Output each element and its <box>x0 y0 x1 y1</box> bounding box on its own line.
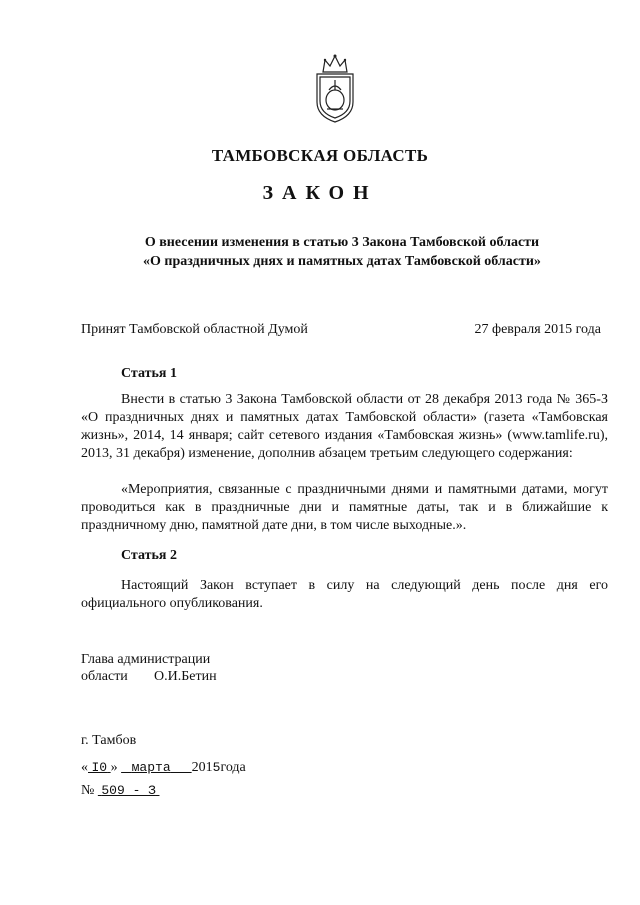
article-1-heading: Статья 1 <box>121 366 177 381</box>
signing-date <box>81 760 246 776</box>
article-2-heading: Статья 2 <box>121 548 177 563</box>
signature-block <box>81 651 217 685</box>
day-value: I0 <box>91 760 108 775</box>
law-number <box>81 783 159 799</box>
month-value: марта <box>131 760 171 775</box>
adoption-row <box>81 322 601 338</box>
region-title: ТАМБОВСКАЯ ОБЛАСТЬ <box>211 146 429 165</box>
year-suffix: года <box>220 760 246 775</box>
law-title <box>0 233 640 271</box>
document-type: ЗАКОН <box>262 182 378 204</box>
number-sign: № <box>81 783 95 798</box>
year-prefix: 201 <box>191 760 213 775</box>
adopted-by: Принят Тамбовской областной Думой <box>81 322 308 337</box>
law-title-line2: «О праздничных днях и памятных датах Тамбовской области» <box>143 254 541 269</box>
city: г. Тамбов <box>81 733 137 748</box>
close-quote: » <box>110 760 118 775</box>
signer-position-line1: Глава администрации <box>81 652 211 667</box>
signer-name: О.И.Бетин <box>154 669 217 684</box>
adoption-date: 27 февраля 2015 года <box>474 322 601 337</box>
coat-of-arms-icon <box>309 52 361 124</box>
open-quote: « <box>81 760 88 775</box>
year-digit: 5 <box>212 760 221 775</box>
law-title-line1: О внесении изменения в статью 3 Закона Тамбовской области <box>144 235 540 250</box>
article-2-text: Настоящий Закон вступает в силу на следующий день после дня его официального опубликования. <box>81 578 608 611</box>
article-1-text: Внести в статью 3 Закона Тамбовской области от 28 декабря 2013 года № 365-З «О праздничных днях и памятных датах Тамбовской области» (газета «Тамбовская жизнь», 2014, 14 января; сайт сетевого издания «Тамбовская жизнь» (www.tamlife.ru), 2013, 31 декабря) изменение, дополнив абзацем третьим следующего содержания: <box>81 392 608 461</box>
signer-position-line2: области <box>81 669 128 684</box>
number-value: 509 - З <box>101 783 156 798</box>
article-1-quote: «Мероприятия, связанные с праздничными днями и памятными датами, могут проводиться как в праздничные дни и памятные даты, так и в ближайшие к праздничному дню, памятной дате дни, в том числе выходные.». <box>81 482 608 533</box>
